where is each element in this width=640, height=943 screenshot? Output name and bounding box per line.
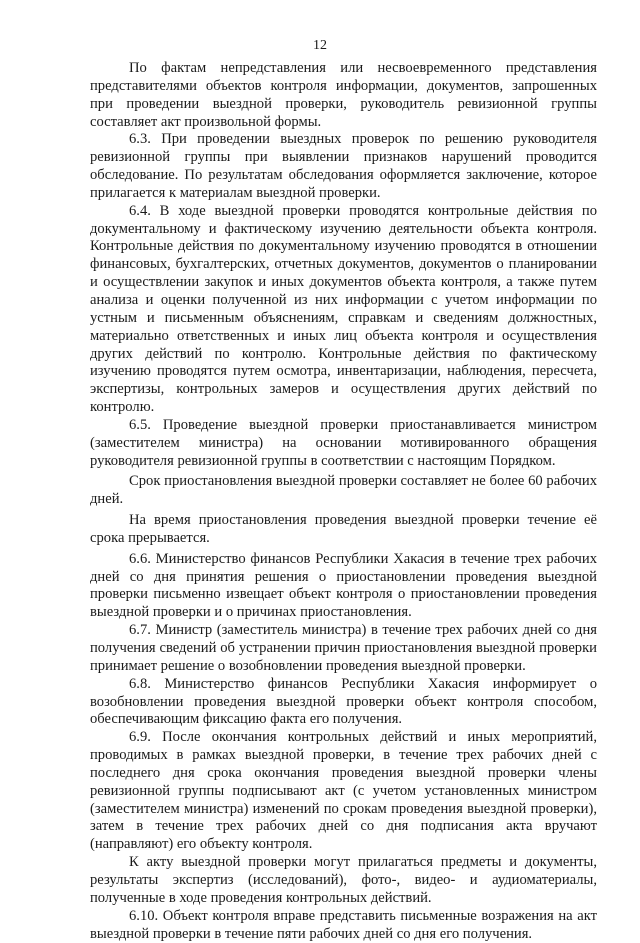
paragraph-suspension-term: Срок приостановления выездной проверки составляет не более 60 рабочих дней. bbox=[90, 473, 597, 508]
paragraph-suspension-effect: На время приостановления проведения выездной проверки течение её срока прерывается. bbox=[90, 512, 597, 546]
page-number: 12 bbox=[313, 38, 327, 53]
paragraph-non-submission: По фактам непредставления или несвоевременного представления представителями объектов контроля информации, документов, запрошенных при проведении выездной проверки, руководитель ревизионной группы составляет акт произвольной формы. bbox=[90, 60, 597, 130]
document-body bbox=[90, 60, 597, 943]
paragraph-6-3: 6.3. При проведении выездных проверок по решению руководителя ревизионной группы при выявлении признаков нарушений проводится обследование. По результатам обследования оформляется заключение, которое прилагается к материалам выездной проверки. bbox=[90, 131, 597, 201]
paragraph-6-8: 6.8. Министерство финансов Республики Хакасия информирует о возобновлении проведения выездной проверки объект контроля способом, обеспечивающим фиксацию факта его получения. bbox=[90, 675, 597, 728]
paragraph-6-9: 6.9. После окончания контрольных действий и иных мероприятий, проводимых в рамках выездной проверки, в течение трех рабочих дней с последнего дня срока окончания проведения выездной проверки члены ревизионной группы подписывают акт (с учетом установленных министром (заместителем министра) изменений по срокам проведения выездной проверки), затем в течение трех рабочих дней со дня подписания акта вручают (направляют) его объекту контроля. bbox=[90, 729, 597, 853]
paragraph-attachments: К акту выездной проверки могут прилагаться предметы и документы, результаты экспертиз (исследований), фото-, видео- и аудиоматериалы, полученные в ходе проведения контрольных действий. bbox=[90, 854, 597, 906]
paragraph-6-6: 6.6. Министерство финансов Республики Хакасия в течение трех рабочих дней со дня принятия решения о приостановлении проведения выездной проверки письменно извещает объект контроля о приостановлении проведения выездной проверки и о причинах приостановления. bbox=[90, 550, 597, 621]
paragraph-6-10: 6.10. Объект контроля вправе представить письменные возражения на акт выездной проверки в течение пяти рабочих дней со дня его получения. bbox=[90, 907, 597, 942]
paragraph-6-5: 6.5. Проведение выездной проверки приостанавливается министром (заместителем министра) на основании мотивированного обращения руководителя ревизионной группы в соответствии с настоящим Порядком. bbox=[90, 416, 597, 469]
paragraph-6-4: 6.4. В ходе выездной проверки проводятся контрольные действия по документальному и фактическому изучению деятельности объекта контроля. Контрольные действия по документальному изучению проводятся в отношении финансовых, бухгалтерских, отчетных документов, документов о планировании и осуществлении закупок и иных документов объекта контроля, а также путем анализа и оценки полученной из них информации с учетом информации по устным и письменным объяснениям, справкам и сведениям должностных, материально ответственных и иных лиц объекта контроля и осуществления других действий по контролю. Контрольные действия по фактическому изучению проводятся путем осмотра, инвентаризации, наблюдения, пересчета, экспертизы, контрольных замеров и осуществления других действий по контролю. bbox=[90, 202, 597, 416]
paragraph-6-7: 6.7. Министр (заместитель министра) в течение трех рабочих дней со дня получения сведений об устранении причин приостановления выездной проверки принимает решение о возобновлении проведения выездной проверки. bbox=[90, 622, 597, 674]
